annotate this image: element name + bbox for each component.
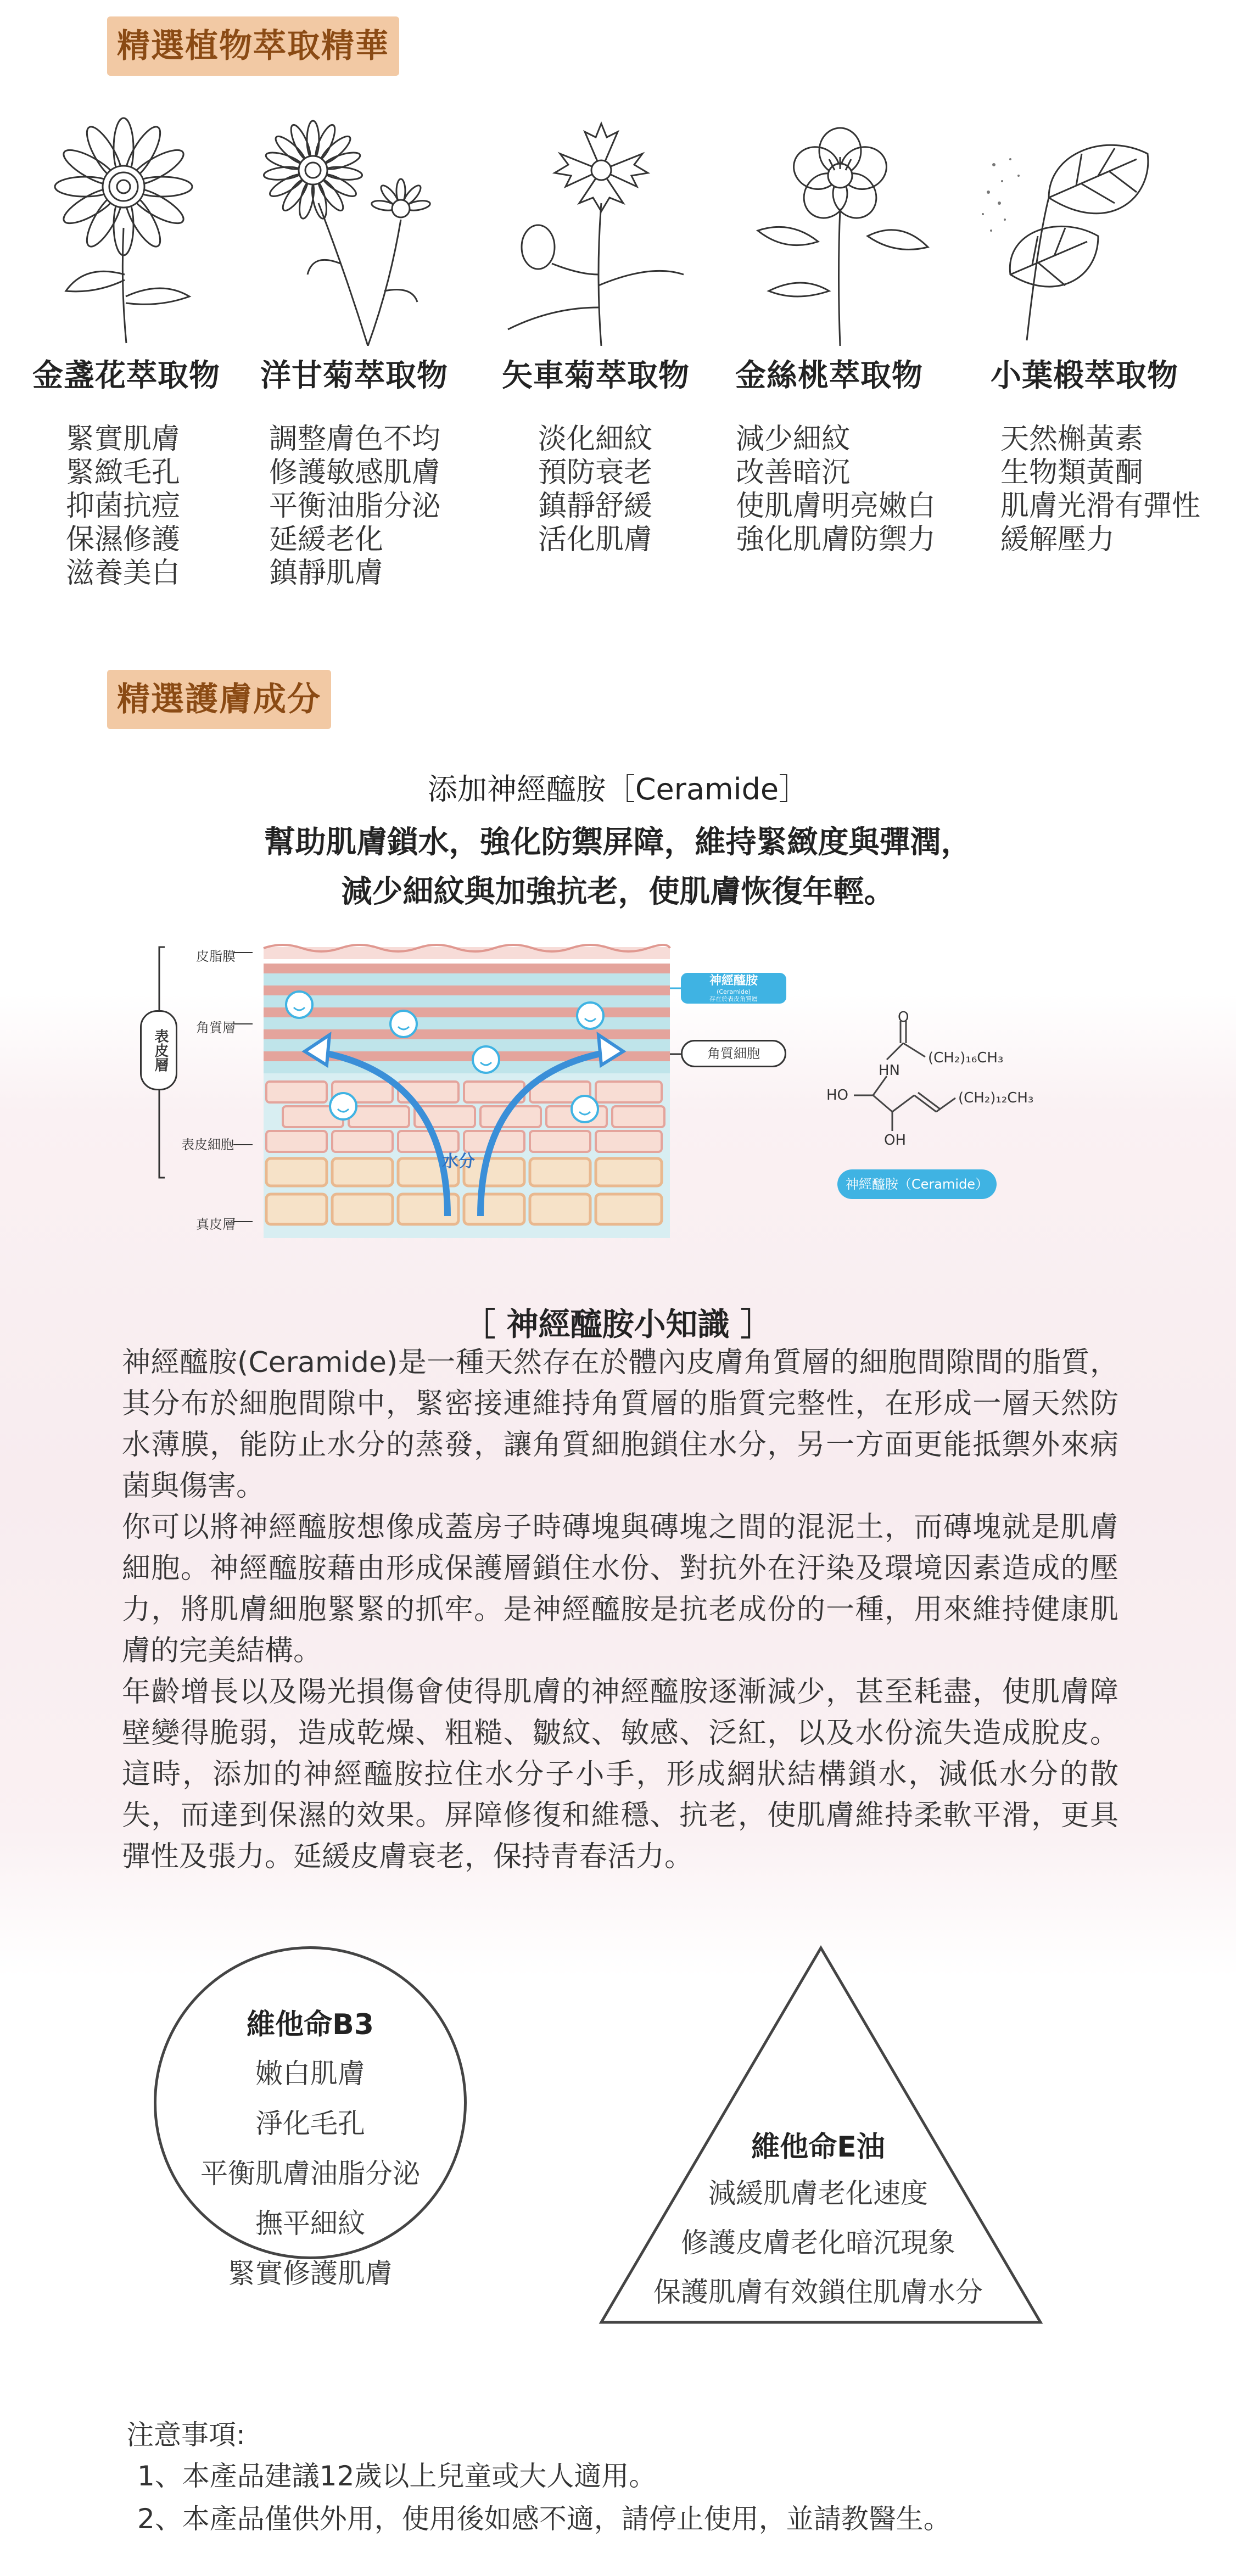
water-label: 水分	[442, 1152, 475, 1171]
epidermis-label: 表皮層	[140, 1010, 177, 1090]
formula-ho: HO	[826, 1087, 849, 1104]
cornflower-illustration-icon	[486, 110, 706, 346]
keratinocyte-callout: 角質細胞	[681, 1040, 786, 1067]
calendula-illustration-icon	[14, 110, 233, 346]
epidermal-cells-label: 表皮細胞	[181, 1137, 234, 1152]
knowledge-paragraph-1: 神經醯胺(Ceramide)是一種天然存在於體內皮膚角質層的細胞間隙間的脂質，其分布於細胞間隙中，緊密接連維持角質層的脂質完整性，在形成一層天然防水薄膜，能防止水分的蒸發，讓角質細胞鎖住水分，另一方面更能抵禦外來病菌與傷害。	[122, 1346, 1118, 1503]
plant-name-linden: 小葉椴萃取物	[991, 358, 1178, 394]
vitamin-e-title: 維他命E油	[751, 2131, 885, 2164]
hypericum-illustration-icon	[725, 110, 944, 346]
plant-name-cornflower: 矢車菊萃取物	[502, 358, 690, 394]
skincare-ingredients-section-title: 精選護膚成分	[107, 670, 331, 729]
benefit-item: 修護敏感肌膚	[269, 456, 441, 489]
plant-name-hypericum: 金絲桃萃取物	[735, 358, 923, 394]
benefit-item: 緊緻毛孔	[66, 456, 181, 489]
formula-chain2: (CH₂)₁₂CH₃	[958, 1090, 1034, 1106]
benefit-item: 使肌膚明亮嫩白	[736, 490, 936, 523]
vitamin-b3-item: 淨化毛孔	[255, 2108, 365, 2140]
ceramide-callout-title: 神經醯胺	[709, 974, 758, 988]
knowledge-paragraph-2: 你可以將神經醯胺想像成蓋房子時磚塊與磚塊之間的混泥土，而磚塊就是肌膚細胞。神經醯胺藉由形成保護層鎖住水份、對抗外在汙染及環境因素造成的壓力，將肌膚細胞緊緊的抓牢。是神經醯胺是抗老成份的一種，用來維持健康肌膚的完美結構。	[122, 1511, 1118, 1667]
plant-extract-section-title: 精選植物萃取精華	[107, 16, 399, 76]
benefit-item: 活化肌膚	[538, 523, 653, 556]
ceramide-callout	[681, 973, 786, 1004]
benefit-item: 抑菌抗痘	[66, 490, 181, 523]
benefit-item: 保濕修護	[66, 523, 181, 556]
ceramide-intro-line3: 減少細紋與加強抗老，使肌膚恢復年輕。	[341, 874, 895, 910]
sebum-label: 皮脂膜	[196, 949, 236, 964]
linden-benefits	[1000, 423, 1200, 557]
ceramide-callout-subtitle: (Ceramide)	[717, 988, 751, 995]
ceramide-knowledge-title: ［ 神經醯胺小知識 ］	[463, 1306, 773, 1343]
benefit-item: 改善暗沉	[736, 456, 851, 489]
vitamin-b3-item: 撫平細紋	[255, 2208, 365, 2239]
plant-name-calendula: 金盞花萃取物	[32, 358, 220, 394]
benefit-item: 天然槲黃素	[1000, 423, 1144, 456]
ceramide-formula-badge: 神經醯胺（Ceramide）	[837, 1169, 997, 1199]
benefit-item: 生物類黃酮	[1000, 456, 1144, 489]
vitamin-e-item: 保護肌膚有效鎖住肌膚水分	[653, 2276, 983, 2308]
benefit-item: 調整膚色不均	[269, 423, 441, 456]
ceramide-callout-note: 存在於表皮角質層	[709, 995, 758, 1003]
benefit-item: 滋養美白	[66, 557, 181, 590]
benefit-item: 鎮靜舒緩	[538, 490, 653, 523]
vitamin-e-item: 修護皮膚老化暗沉現象	[681, 2227, 955, 2259]
stratum-corneum-label: 角質層	[196, 1020, 236, 1035]
formula-carbonyl: O	[898, 1009, 909, 1026]
chamomile-illustration-icon	[236, 110, 456, 346]
formula-chain1: (CH₂)₁₆CH₃	[928, 1050, 1004, 1066]
chamomile-benefits	[269, 423, 440, 590]
vitamin-e-item: 減緩肌膚老化速度	[708, 2177, 928, 2209]
vitamin-b3-item: 緊實修護肌膚	[228, 2258, 393, 2289]
ceramide-intro-line2: 幫助肌膚鎖水，強化防禦屏障，維持緊緻度與彈潤，	[264, 825, 972, 860]
benefit-item: 淡化細紋	[538, 423, 653, 456]
ceramide-intro-line1: 添加神經醯胺［Ceramide］	[427, 772, 809, 807]
dermis-label: 真皮層	[196, 1217, 236, 1232]
knowledge-paragraph-3: 年齡增長以及陽光損傷會使得肌膚的神經醯胺逐漸減少，甚至耗盡，使肌膚障壁變得脆弱，造成乾燥、粗糙、皺紋、敏感、泛紅，以及水份流失造成脫皮。這時，添加的神經醯胺拉住水分子小手，形成網狀結構鎖水，減低水分的散失，而達到保濕的效果。屏障修復和維穩、抗老，使肌膚維持柔軟平滑，更具彈性及張力。延緩皮膚衰老，保持青春活力。	[122, 1676, 1118, 1873]
benefit-item: 減少細紋	[736, 423, 851, 456]
formula-nh: HN	[879, 1062, 900, 1079]
ceramide-structure-formula	[818, 1005, 1082, 1153]
vitamin-b3-title: 維他命B3	[247, 2008, 374, 2041]
benefit-item: 延緩老化	[269, 523, 384, 556]
calendula-benefits	[66, 423, 180, 590]
benefit-item: 強化肌膚防禦力	[736, 523, 936, 556]
benefit-item: 鎮靜肌膚	[269, 557, 384, 590]
vitamin-b3-item: 平衡肌膚油脂分泌	[200, 2158, 420, 2189]
note-item: 1、本產品建議12歲以上兒童或大人適用。	[137, 2460, 657, 2492]
formula-oh: OH	[884, 1132, 907, 1149]
epidermis-spacer	[135, 996, 140, 1095]
notes-title: 注意事項:	[126, 2419, 245, 2451]
linden-leaf-illustration-icon	[972, 110, 1192, 346]
hypericum-benefits	[736, 423, 936, 557]
note-item: 2、本產品僅供外用，使用後如感不適，請停止使用，並請教醫生。	[137, 2503, 951, 2535]
vitamin-b3-item: 嫩白肌膚	[255, 2058, 365, 2090]
cornflower-benefits	[538, 423, 652, 557]
benefit-item: 緩解壓力	[1000, 523, 1115, 556]
benefit-item: 平衡油脂分泌	[269, 490, 441, 523]
benefit-item: 緊實肌膚	[66, 423, 181, 456]
benefit-item: 肌膚光滑有彈性	[1000, 490, 1201, 523]
benefit-item: 預防衰老	[538, 456, 653, 489]
plant-name-chamomile: 洋甘菊萃取物	[260, 358, 448, 394]
